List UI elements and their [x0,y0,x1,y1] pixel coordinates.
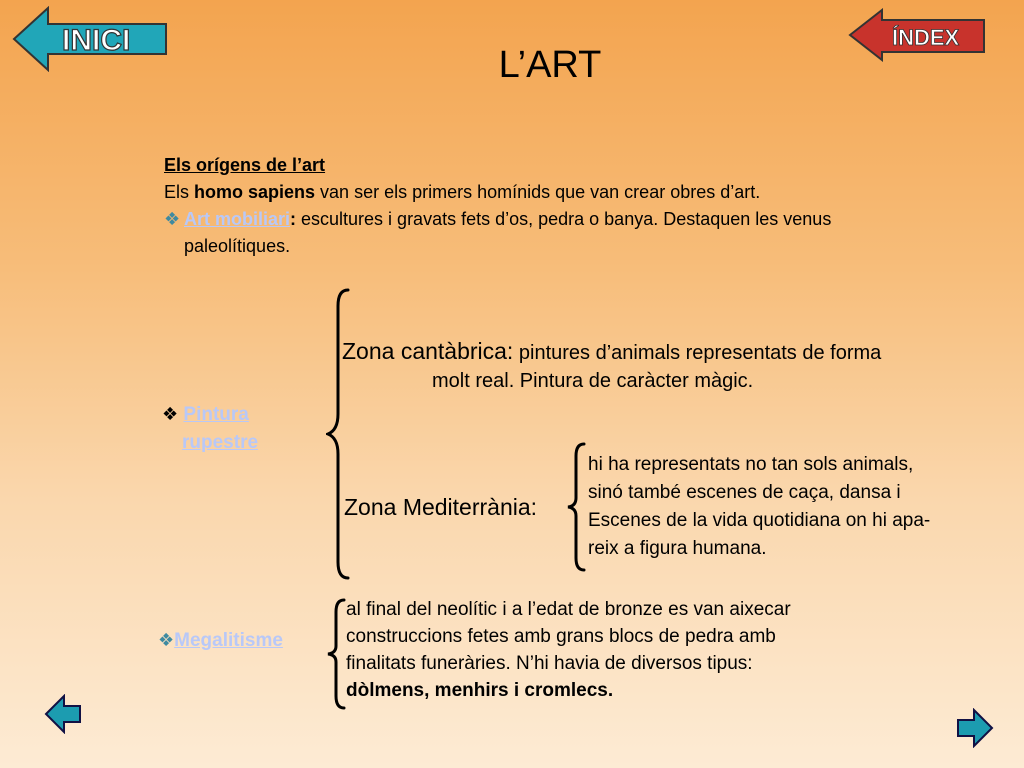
zona-cantabrica [342,337,982,395]
medi-line: Escenes de la vida quotidiana on hi apa- [588,510,931,531]
megalitisme-link[interactable]: Megalitisme [174,630,283,651]
megalitisme-text [346,596,906,704]
megalitisme-brace [326,596,348,712]
diamond-bullet-icon: ❖ [158,630,175,650]
mega-bold-line: dòlmens, menhirs i cromlecs. [346,680,614,701]
origins-intro [164,179,906,206]
medi-line: hi ha representats no tan sols animals, [588,454,914,475]
mega-line: finalitats funeràries. N’hi havia de diversos tipus: [346,653,753,674]
art-mobiliari-link[interactable]: Art mobiliari [184,209,291,229]
origins-section [164,152,906,260]
intro-text-end: van ser els primers homínids que van crear obres d’art. [315,182,761,202]
pintura-brace [326,286,356,582]
art-mobiliari-text [184,206,906,260]
zona-cantabrica-text-1: pintures d’animals representats de forma [513,342,882,364]
pintura-link[interactable]: Pintura [183,404,249,425]
page-title: L’ART [498,44,602,86]
arrow-right-icon [956,708,994,748]
index-label: ÍNDEX [892,25,960,50]
origins-heading: Els orígens de l’art [164,155,326,175]
inici-label: INICI [62,24,131,57]
zona-cantabrica-label: Zona cantàbrica: [342,338,514,364]
mega-line: al final del neolític i a l’edat de bronze es van aixecar [346,599,791,620]
zona-cantabrica-text-2: molt real. Pintura de caràcter màgic. [432,370,754,392]
medi-line: reix a figura humana. [588,538,767,559]
zona-mediterrania-text [588,451,1008,563]
previous-slide-button[interactable] [44,694,82,734]
diamond-bullet-icon: ❖ [162,404,179,424]
intro-bold: homo sapiens [194,182,316,202]
art-mobiliari-desc: escultures i gravats fets d’os, pedra o banya. Destaquen les venus paleolítiques. [184,209,832,256]
mega-line: construccions fetes amb grans blocs de pedra amb [346,626,776,647]
mediterrania-brace [566,440,588,574]
megalitisme-item [158,630,283,652]
intro-text: Els [164,182,195,202]
pintura-rupestre-item [162,400,258,457]
colon: : [290,209,297,229]
art-mobiliari-item [164,206,906,260]
medi-line: sinó també escenes de caça, dansa i [588,482,901,503]
next-slide-button[interactable] [956,708,994,748]
rupestre-link[interactable]: rupestre [182,432,259,453]
arrow-left-icon [44,694,82,734]
zona-mediterrania-label: Zona Mediterrània: [344,494,538,520]
diamond-bullet-icon: ❖ [164,209,181,229]
